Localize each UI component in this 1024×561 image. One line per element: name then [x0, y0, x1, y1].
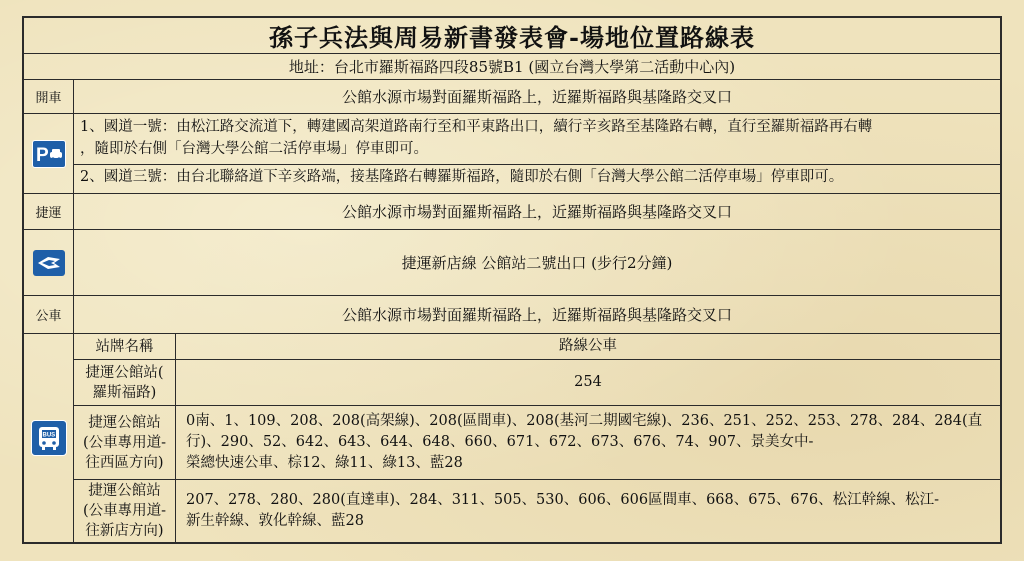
route-table [22, 16, 1002, 544]
svg-text:BUS: BUS [42, 432, 55, 439]
route-list: 254 [574, 374, 602, 390]
mrt-station: 捷運新店線 公館站二號出口 (步行2分鐘) [401, 254, 673, 272]
route-list-line: 0南、1、109、208、208(高架線)、208(區間車)、208(基河二期國宅線)、236、251、252、253、278、284、284(直 [186, 413, 983, 429]
address: 地址：台北市羅斯福路四段85號B1 (國立台灣大學第二活動中心內) [24, 54, 1000, 80]
route-list [176, 480, 1000, 542]
mrt-row [24, 194, 1000, 230]
stop-name [74, 360, 176, 405]
parking-icon [32, 140, 66, 168]
stop-name-line: 捷運公館站 [88, 414, 161, 431]
mrt-station-row [24, 230, 1000, 296]
mrt-location: 公館水源市場對面羅斯福路上，近羅斯福路與基隆路交叉口 [341, 203, 732, 221]
table-row [74, 360, 1000, 406]
bus-location: 公館水源市場對面羅斯福路上，近羅斯福路與基隆路交叉口 [341, 306, 732, 324]
route-list-line: 新生幹線、敦化幹線、藍28 [186, 513, 364, 529]
bus-table-header [74, 334, 1000, 360]
driving-label: 開車 [24, 80, 74, 113]
table-row [74, 406, 1000, 480]
stop-name-line: 往新店方向) [85, 523, 164, 539]
bus-table [24, 334, 1000, 542]
stop-name [74, 406, 176, 479]
header-stop: 站牌名稱 [74, 334, 176, 359]
driving-location: 公館水源市場對面羅斯福路上，近羅斯福路與基隆路交叉口 [341, 88, 732, 106]
mrt-logo-icon [33, 250, 65, 276]
bus-row [24, 296, 1000, 334]
driving-routes-row [24, 114, 1000, 194]
svg-text:P: P [35, 144, 49, 166]
route-list [176, 406, 1000, 479]
table-row [74, 480, 1000, 542]
page-title: 孫子兵法與周易新書發表會-場地位置路線表 [24, 18, 1000, 54]
stop-name-line: 往西區方向) [85, 454, 164, 471]
stop-name-line: 羅斯福路) [92, 384, 157, 401]
parking-icon-cell [24, 114, 74, 193]
route-1-line-2: ，隨即於右側「台灣大學公館二活停車場」停車即可。 [80, 141, 428, 157]
bus-label: 公車 [24, 296, 74, 333]
stop-name-line: (公車專用道- [82, 434, 167, 451]
stop-name [74, 480, 176, 542]
route-list-line: 榮總快速公車、棕12、綠11、綠13、藍28 [186, 455, 463, 471]
driving-row [24, 80, 1000, 114]
stop-name-line: (公車專用道- [82, 503, 167, 519]
bus-icon-cell [24, 334, 74, 542]
bus-icon [31, 420, 67, 456]
route-list-line: 207、278、280、280(直達車)、284、311、505、530、606、606區間車、668、675、676、松江幹線、松江- [186, 492, 939, 508]
header-routes: 路線公車 [559, 338, 617, 354]
route-list-line: 行)、290、52、642、643、644、648、660、671、672、673、676、74、907、景美女中- [186, 434, 814, 450]
route-2: 2、國道三號：由台北聯絡道下辛亥路端，接基隆路右轉羅斯福路，隨即於右側「台灣大學公館二活停車場」停車即可。 [80, 169, 844, 185]
mrt-icon-cell [24, 230, 74, 295]
stop-name-line: 捷運公館站 [88, 483, 161, 499]
stop-name-line: 捷運公館站( [85, 364, 164, 381]
divider [74, 164, 1000, 165]
route-1-line-1: 1、國道一號：由松江路交流道下，轉建國高架道路南行至和平東路出口，續行辛亥路至基隆路右轉，直行至羅斯福路再右轉 [80, 119, 873, 135]
mrt-label: 捷運 [24, 194, 74, 229]
